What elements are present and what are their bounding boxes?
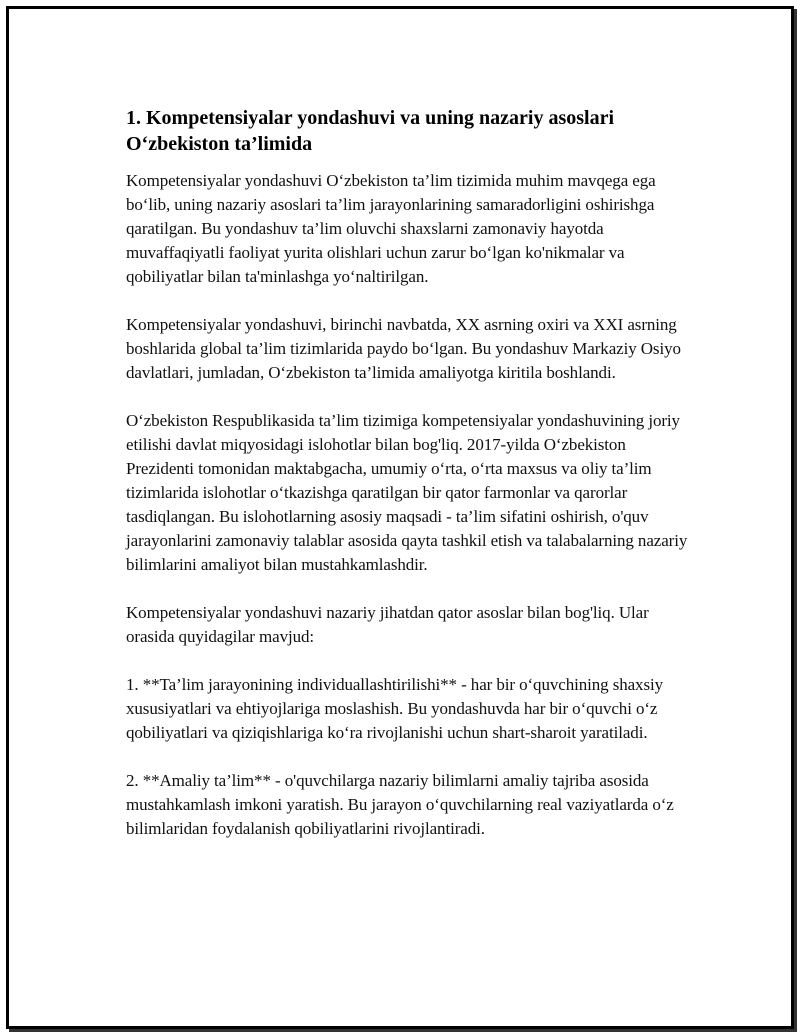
paragraph-reforms: O‘zbekiston Respublikasida ta’lim tizimiga kompetensiyalar yondashuvining joriy etilishi davlat miqyosidagi islohotlar bilan bog'liq. 2017-yilda O‘zbekiston Prezidenti tomonidan maktabgacha, umumiy o‘rta, o‘rta maxsus va oliy ta’lim tizimlarida islohotlar o‘tkazishga qaratilgan bir qator farmonlar va qarorlar tasdiqlangan. Bu islohotlarning asosiy maqsadi - ta’lim sifatini oshirish, o'quv jarayonlarini zamonaviy talablar asosida qayta tashkil etish va talabalarning nazariy bilimlarini amaliyot bilan mustahkamlashdir. [126,411,688,574]
list-item-practical-education: 2. **Amaliy ta’lim** - o'quvchilarga nazariy bilimlarni amaliy tajriba asosida mustahkamlash imkoni yaratish. Bu jarayon o‘quvchilarning real vaziyatlarda o‘z bilimlaridan foydalanish qobiliyatlarini rivojlantiradi. [126,771,674,838]
section-heading [126,105,696,157]
paragraph-theory-intro: Kompetensiyalar yondashuvi nazariy jihatdan qator asoslar bilan bog'liq. Ular orasida quyidagilar mavjud: [126,603,649,646]
paragraph-intro: Kompetensiyalar yondashuvi O‘zbekiston ta’lim tizimida muhim mavqega ega bo‘lib, uning nazariy asoslari ta’lim jarayonlarining samaradorligini oshirishga qaratilgan. Bu yondashuv ta’lim oluvchi shaxslarni zamonaviy hayotda muvaffaqiyatli faoliyat yurita olishlari uchun zarur bo‘lgan ko'nikmalar va qobiliyatlar bilan ta'minlashga yo‘naltirilgan. [126,171,656,286]
paragraph-origins: Kompetensiyalar yondashuvi, birinchi navbatda, XX asrning oxiri va XXI asrning boshlarida global ta’lim tizimlarida paydo bo‘lgan. Bu yondashuv Markaziy Osiyo davlatlari, jumladan, O‘zbekiston ta’limida amaliyotga kiritila boshlandi. [126,315,681,382]
list-item-individualization: 1. **Ta’lim jarayonining individuallashtirilishi** - har bir o‘quvchining shaxsiy xususiyatlari va ehtiyojlariga moslashish. Bu yondashuvda har bir o‘quvchi o‘z qobiliyatlari va qiziqishlariga ko‘ra rivojlanishi uchun shart-sharoit yaratiladi. [126,675,663,742]
section-heading-line-1: 1. Kompetensiyalar yondashuvi va uning nazariy asoslari [126,107,615,129]
section-heading-line-2: O‘zbekiston ta’limida [126,133,313,155]
page-frame [6,6,794,1029]
document-body [126,105,696,841]
